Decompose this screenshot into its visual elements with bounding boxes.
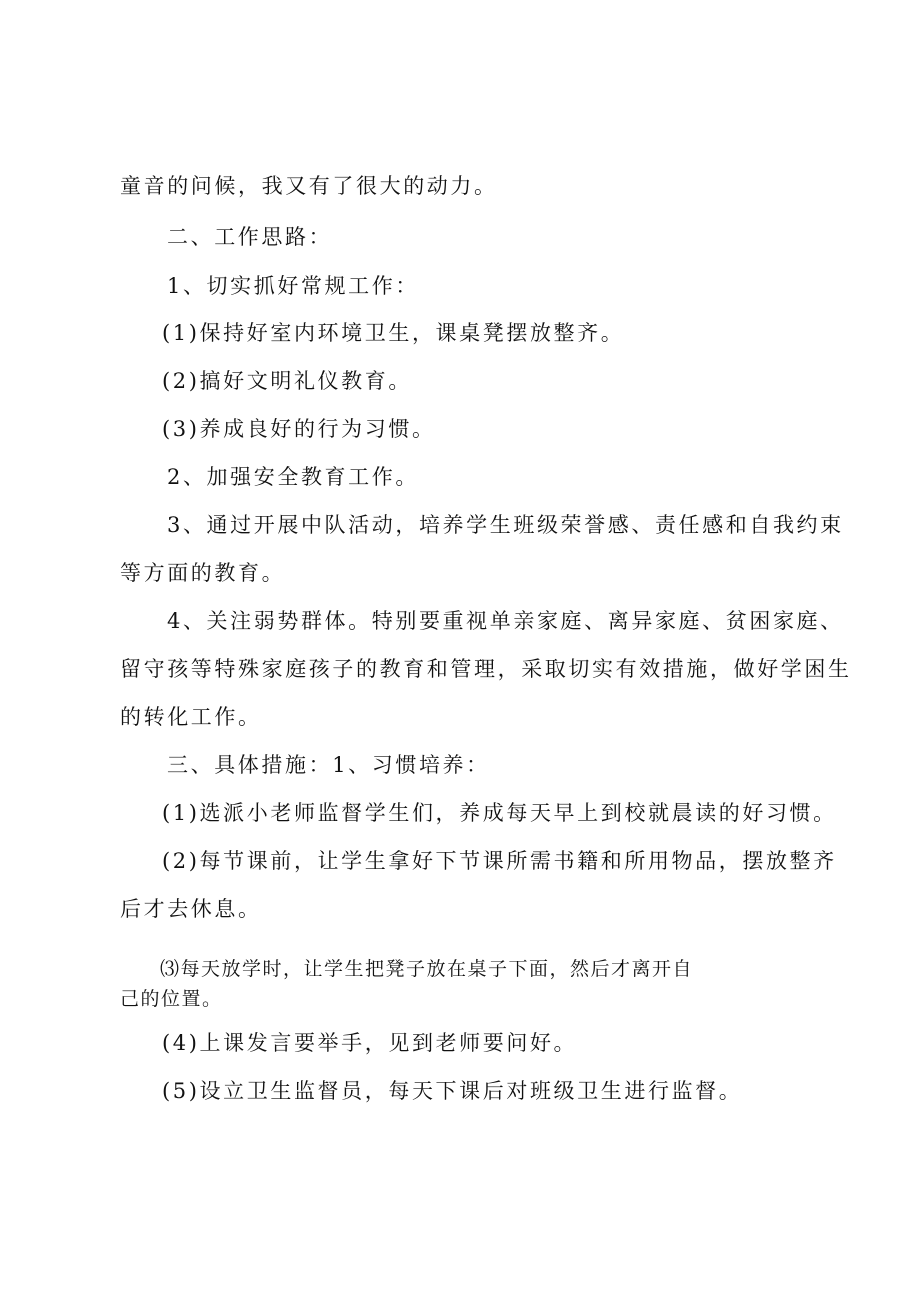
text-line: 4、关注弱势群体。特别要重视单亲家庭、离异家庭、贫困家庭、 (167, 609, 844, 633)
text-line: 的转化工作。 (120, 705, 262, 729)
section-heading: 三、具体措施：1、习惯培养： (167, 753, 490, 777)
list-item: (2)搞好文明礼仪教育。 (162, 369, 412, 393)
text-line: 等方面的教育。 (120, 561, 286, 585)
list-item: (1)选派小老师监督学生们，养成每天早上到校就晨读的好习惯。 (162, 801, 837, 825)
text-line: 3、通过开展中队活动，培养学生班级荣誉感、责任感和自我约束 (167, 513, 844, 537)
list-item: (3)养成良好的行为习惯。 (162, 417, 436, 441)
list-item: (1)保持好室内环境卫生，课桌凳摆放整齐。 (162, 321, 625, 345)
list-item: (5)设立卫生监督员，每天下课后对班级卫生进行监督。 (162, 1079, 743, 1103)
list-item: (2)每节课前，让学生拿好下节课所需书籍和所用物品，摆放整齐 (162, 849, 837, 873)
text-line: 己的位置。 (120, 988, 223, 1010)
list-item: ⑶每天放学时，让学生把凳子放在桌子下面，然后才离开自 (160, 958, 694, 980)
text-line: 留守孩等特殊家庭孩子的教育和管理，采取切实有效措施，做好学困生 (120, 657, 852, 681)
list-item: (4)上课发言要举手，见到老师要问好。 (162, 1031, 578, 1055)
text-line: 后才去休息。 (120, 897, 262, 921)
section-heading: 二、工作思路： (167, 225, 333, 249)
text-line: 童音的问候，我又有了很大的动力。 (120, 174, 498, 198)
subsection-heading: 2、加强安全教育工作。 (167, 465, 419, 489)
subsection-heading: 1、切实抓好常规工作： (167, 274, 419, 298)
